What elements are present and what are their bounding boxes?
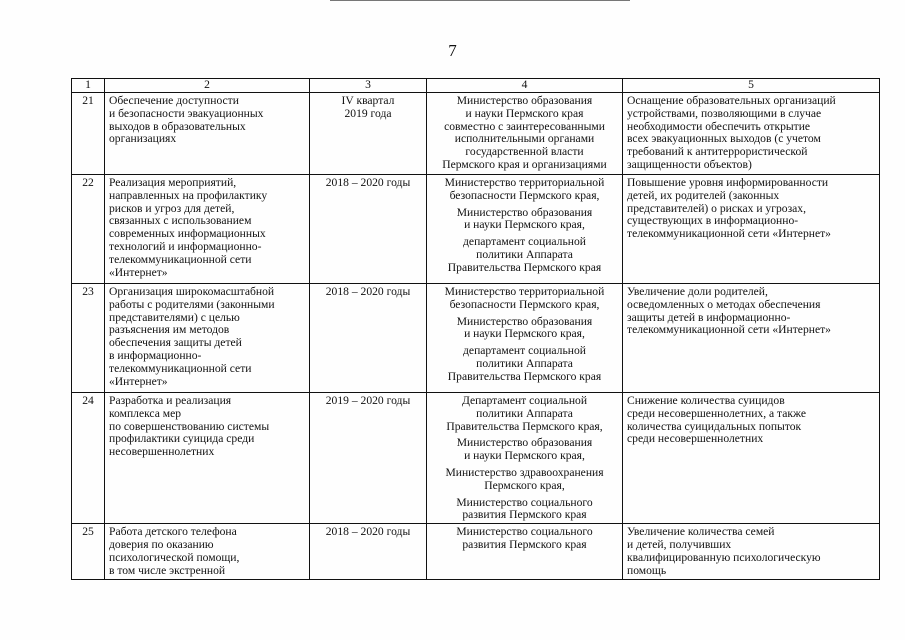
measure-text: Разработка и реализация комплекса мер по совершенствованию системы профилактики суицида среди несовершеннолетних xyxy=(109,394,270,459)
result-text: Снижение количества суицидов среди несовершеннолетних, а также количества суицидальных попыток среди несовершеннолетних xyxy=(627,394,807,446)
executor-text: Министерство социального развития Пермского края xyxy=(456,495,593,522)
measure-text: Работа детского телефона доверия по оказанию психологической помощи, в том числе экстренной xyxy=(109,525,240,577)
executors-cell xyxy=(427,393,623,524)
result-cell xyxy=(623,175,880,284)
table-row xyxy=(72,393,880,524)
measure-text: Реализация мероприятий, направленных на профилактику рисков и угроз для детей, связанных с использованием современных информационных технологий и информационно- телекоммуникационной сети «Интернет» xyxy=(109,176,268,279)
measure-cell xyxy=(105,393,310,524)
executor-text: Министерство территориальной безопасности Пермского края, xyxy=(444,285,605,311)
period-cell xyxy=(310,175,427,284)
column-number: 1 xyxy=(72,79,105,93)
executor-text: Министерство образования и науки Пермского края, xyxy=(456,314,593,341)
table-row xyxy=(72,524,880,580)
period-text: 2018 – 2020 годы xyxy=(325,525,411,539)
top-rule xyxy=(330,0,630,1)
executor-text: департамент социальной политики Аппарата Правительства Пермского края xyxy=(447,235,602,274)
period-text: 2019 – 2020 годы xyxy=(325,394,411,407)
executors-cell xyxy=(427,284,623,393)
executor-text: департамент социальной политики Аппарата Правительства Пермского края xyxy=(447,344,602,383)
measure-text: Обеспечение доступности и безопасности эвакуационных выходов в образовательных организациях xyxy=(109,94,264,146)
column-number: 5 xyxy=(623,79,880,93)
result-text: Оснащение образовательных организаций устройствами, позволяющими в случае необходимости обеспечить открытие всех эвакуационных выходов (с учетом требований к антитеррористической защищенности объектов) xyxy=(627,94,836,171)
period-cell xyxy=(310,93,427,175)
row-number: 21 xyxy=(72,93,105,175)
row-number: 25 xyxy=(72,524,105,580)
executor-text: Министерство социального развития Пермского края xyxy=(456,525,593,551)
column-number: 2 xyxy=(105,79,310,93)
executor-text: Министерство территориальной безопасности Пермского края, xyxy=(444,176,605,202)
result-cell xyxy=(623,393,880,524)
measure-cell xyxy=(105,93,310,175)
period-text: IV квартал 2019 года xyxy=(341,94,395,120)
measure-cell xyxy=(105,524,310,580)
executor-text: Министерство образования и науки Пермского края совместно с заинтересованными исполнительными органами государственной власти Пермского края и организациями xyxy=(442,94,607,171)
period-text: 2018 – 2020 годы xyxy=(325,176,411,189)
row-number: 23 xyxy=(72,284,105,393)
action-plan-table xyxy=(71,78,880,580)
executor-text: Министерство образования и науки Пермского края, xyxy=(456,436,593,463)
measure-text: Организация широкомасштабной работы с родителями (законными представителями) с целью разъяснения им методов обеспечения защиты детей в информационно- телекоммуникационной сети «Интернет» xyxy=(109,285,275,388)
result-text: Увеличение доли родителей, осведомленных о методах обеспечения защиты детей в информационно- телекоммуникационной сети «Интернет» xyxy=(627,285,831,337)
executor-text: Департамент социальной политики Аппарата Правительства Пермского края, xyxy=(446,394,603,433)
column-number: 3 xyxy=(310,79,427,93)
measure-cell xyxy=(105,175,310,284)
executors-cell xyxy=(427,524,623,580)
result-cell xyxy=(623,524,880,580)
result-cell xyxy=(623,93,880,175)
page-number: 7 xyxy=(448,41,457,60)
column-number-row xyxy=(72,79,880,93)
executor-text: Министерство образования и науки Пермского края, xyxy=(456,205,593,232)
result-cell xyxy=(623,284,880,393)
table-row xyxy=(72,175,880,284)
result-text: Увеличение количества семей и детей, получивших квалифицированную психологическую помощь xyxy=(627,525,821,577)
period-text: 2018 – 2020 годы xyxy=(325,285,411,298)
row-number: 22 xyxy=(72,175,105,284)
executor-text: Министерство здравоохранения Пермского края, xyxy=(445,465,604,492)
table-row xyxy=(72,93,880,175)
result-text: Повышение уровня информированности детей, их родителей (законных представителей) о рисках и угрозах, существующих в информационно- телекоммуникационной сети «Интернет» xyxy=(627,176,831,241)
measure-cell xyxy=(105,284,310,393)
period-cell xyxy=(310,524,427,580)
period-cell xyxy=(310,393,427,524)
row-number: 24 xyxy=(72,393,105,524)
table-row xyxy=(72,284,880,393)
column-number: 4 xyxy=(427,79,623,93)
executors-cell xyxy=(427,175,623,284)
executors-cell xyxy=(427,93,623,175)
period-cell xyxy=(310,284,427,393)
